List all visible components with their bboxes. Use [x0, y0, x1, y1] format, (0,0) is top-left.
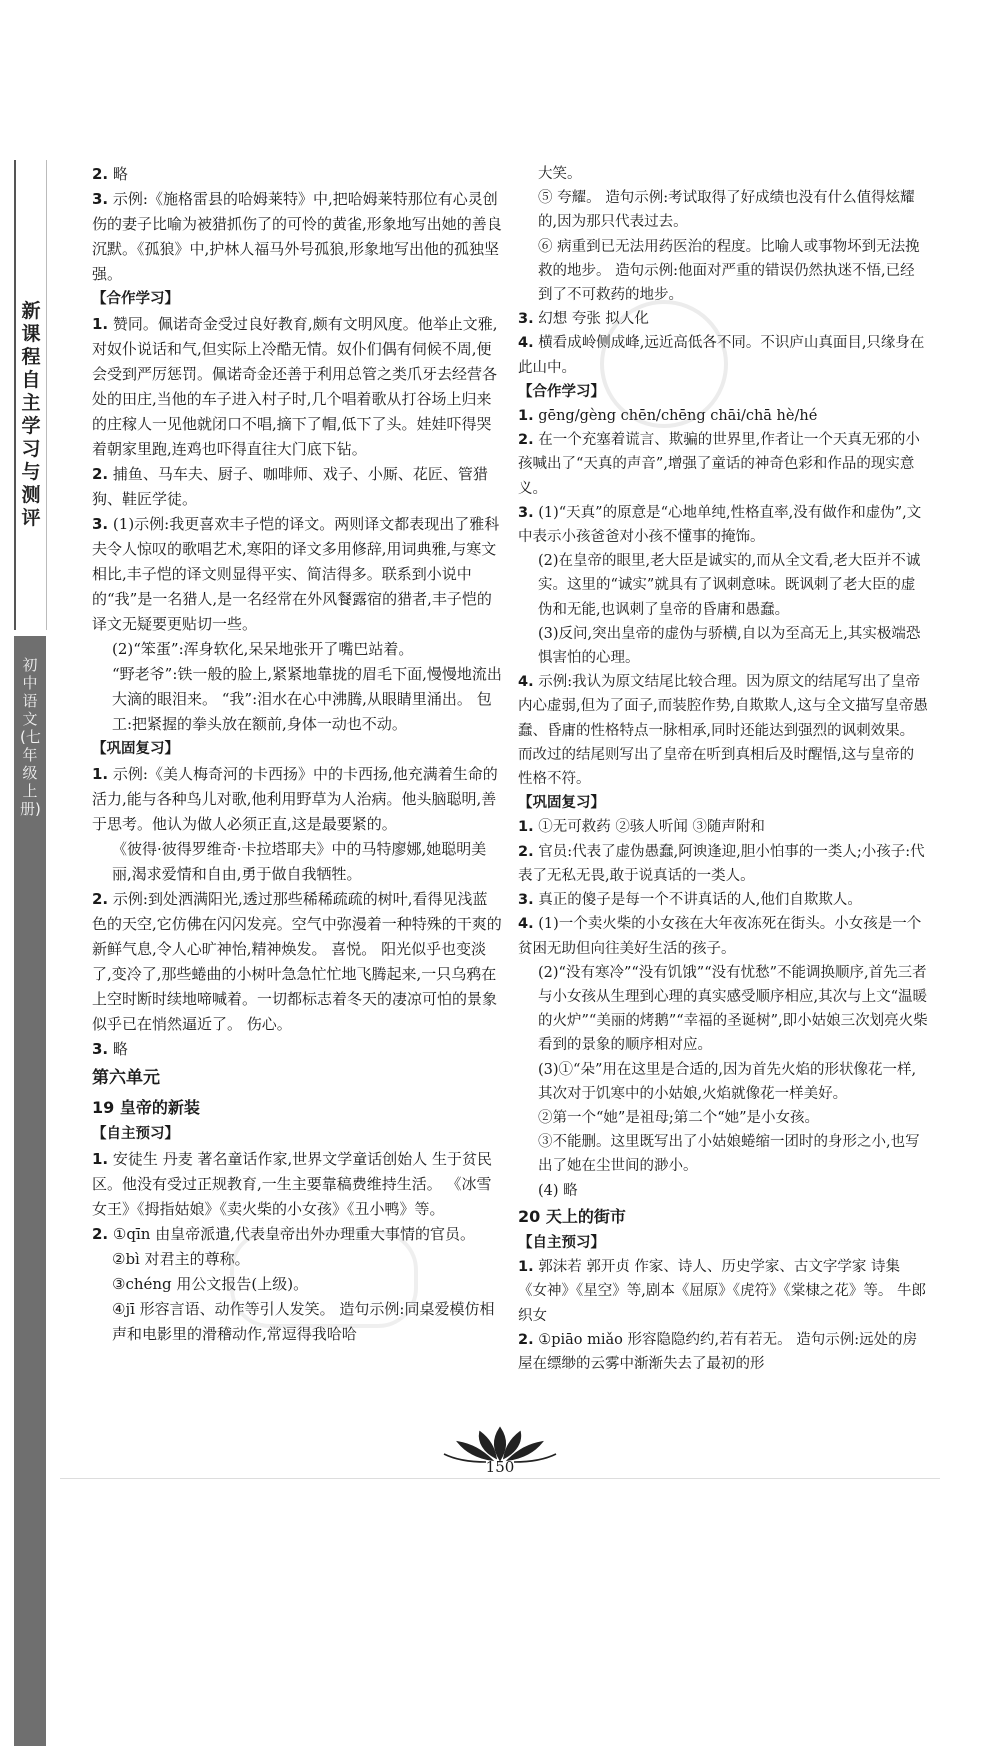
answer-item [518, 404, 928, 428]
item-text: 略 [112, 1040, 128, 1058]
item-number: 3. [92, 1040, 109, 1058]
series-title: 新课程自主学习与测评 [21, 300, 41, 529]
item-number: 2. [92, 890, 109, 908]
answer-item [518, 815, 928, 839]
answer-subitem: (2)“笨蛋”:浑身软化,呆呆地张开了嘴巴站着。 [112, 640, 414, 658]
item-number: 4. [518, 674, 534, 691]
answer-subitem: ②bì 对君主的尊称。 [112, 1250, 250, 1268]
item-number: 2. [92, 465, 109, 483]
item-number: 1. [518, 408, 534, 425]
item-text: 安徒生 丹麦 著名童话作家,世界文学童话创始人 生于贫民区。他没有受过正规教育,一生主要靠稿费维持生活。 《冰雪女王》《拇指姑娘》《卖火柴的小女孩》《丑小鸭》等。 [92, 1150, 492, 1218]
item-number: 1. [518, 1259, 534, 1276]
item-text: 示例:《美人梅奇河的卡西扬》中的卡西扬,他充满着生命的活力,能与各种鸟儿对歌,他利用野草为人治病。他头脑聪明,善于思考。他认为做人必须正直,这是最要紧的。 [92, 765, 498, 833]
answer-item [92, 762, 502, 837]
item-text: 在一个充塞着谎言、欺骗的世界里,作者让一个天真无邪的小孩喊出了“天真的声音”,增强了童话的神奇色彩和作品的现实意义。 [518, 432, 920, 497]
answer-item [92, 887, 502, 1037]
section-heading: 【巩固复习】 [92, 741, 179, 757]
item-number: 2. [92, 165, 109, 183]
item-number: 1. [92, 1150, 109, 1168]
answer-item [92, 512, 502, 637]
answer-item [92, 312, 502, 462]
answer-subitem: 大笑。 [538, 166, 582, 182]
item-text: 略 [112, 165, 128, 183]
sidebar-series-panel [14, 160, 47, 630]
item-text: 赞同。佩诺奇金受过良好教育,颇有文明风度。他举止文雅,对奴仆说话和气,但实际上冷酷无情。奴仆们偶有伺候不周,便会受到严厉惩罚。佩诺奇金还善于利用总管之类爪牙去经营各处的田庄,当他的车子进入村子时,几个唱着歌从打谷场上归来的庄稼人一见他就闭口不唱,摘下了帽,低下了头。娃娃吓得哭着朝家里跑,连鸡也吓得直往大门底下钻。 [92, 315, 498, 458]
footer-divider [60, 1478, 940, 1479]
answer-item [92, 1147, 502, 1222]
item-text: 示例:《施格雷县的哈姆莱特》中,把哈姆莱特那位有心灵创伤的妻子比喻为被猎抓伤了的可怜的黄雀,形象地写出她的善良沉默。《孤狼》中,护林人福马外号孤狼,形象地写出他的孤独坚强。 [92, 190, 502, 283]
item-number: 3. [518, 311, 534, 328]
right-column [518, 162, 928, 1376]
section-heading: 【自主预习】 [518, 1234, 605, 1251]
answer-subitem: ③不能删。这里既写出了小姑娘蜷缩一团时的身形之小,也写出了她在尘世间的渺小。 [538, 1134, 920, 1175]
answer-subitem: “野老爷”:铁一般的脸上,紧紧地靠拢的眉毛下面,慢慢地流出大滴的眼泪来。 “我”:泪水在心中沸腾,从眼睛里涌出。 包工:把紧握的拳头放在额前,身体一动也不动。 [112, 665, 502, 733]
item-text: 示例:到处洒满阳光,透过那些稀稀疏疏的树叶,看得见浅蓝色的天空,它仿佛在闪闪发亮。空气中弥漫着一种特殊的干爽的新鲜气息,令人心旷神怡,精神焕发。 喜悦。 阳光似乎也变淡了,变冷了,那些蜷曲的小树叶急急忙忙地飞腾起来,一只乌鸦在上空时断时续地啼喊着。一切都标志着冬天的凄凉可怕的景象似乎已在悄然逼近了。 伤心。 [92, 890, 502, 1033]
answer-subitem: (4) 略 [538, 1182, 578, 1199]
section-heading: 【合作学习】 [92, 291, 179, 307]
section-heading: 【自主预习】 [92, 1126, 179, 1142]
item-number: 1. [92, 315, 109, 333]
unit-heading: 第六单元 [92, 1068, 160, 1088]
item-text: ①无可救药 ②骇人听闻 ③随声附和 [538, 819, 765, 836]
answer-subitem: ⑤ 夸耀。 造句示例:考试取得了好成绩也没有什么值得炫耀的,因为那只代表过去。 [538, 190, 915, 231]
item-number: 4. [518, 916, 534, 933]
section-heading: 【巩固复习】 [518, 795, 605, 812]
item-number: 4. [518, 335, 534, 352]
item-number: 3. [518, 504, 534, 521]
item-text: ①qīn 由皇帝派遣,代表皇帝出外办理重大事情的官员。 [112, 1225, 475, 1243]
answer-item [518, 331, 928, 379]
page-number: 150 [485, 1458, 515, 1476]
item-text: (1)示例:我更喜欢丰子恺的译文。两则译文都表现出了雅科夫令人惊叹的歌唱艺术,寒阳的译文多用修辞,用词典雅,与寒文相比,丰子恺的译文则显得平实、简洁得多。联系到小说中的“我”是一名猎人,是一名经常在外风餐露宿的猎者,丰子恺的译文无疑要更贴切一些。 [92, 515, 500, 633]
answer-subitem: ⑥ 病重到已无法用药医治的程度。比喻人或事物坏到无法挽救的地步。 造句示例:他面对严重的错误仍然执迷不悟,已经到了不可救药的地步。 [538, 238, 920, 304]
item-number: 3. [518, 892, 534, 909]
answer-subitem: ④jī 形容言语、动作等引人发笑。 造句示例:同桌爱模仿相声和电影里的滑稽动作,常逗得我哈哈 [112, 1300, 495, 1343]
item-text: (1)一个卖火柴的小女孩在大年夜冻死在街头。小女孩是一个贫困无助但向往美好生活的孩子。 [518, 916, 922, 957]
answer-subitem: 《彼得·彼得罗维奇·卡拉塔耶夫》中的马特廖娜,她聪明美丽,渴求爱情和自由,勇于做自我牺牲。 [112, 840, 487, 883]
answer-subitem: (3)反问,突出皇帝的虚伪与骄横,自以为至高无上,其实极端恐惧害怕的心理。 [538, 625, 921, 667]
answer-subitem: (3)①“朵”用在这里是合适的,因为首先火焰的形状像花一样,其次对于饥寒中的小姑娘,火焰就像花一样美好。 [538, 1061, 917, 1102]
item-text: 横看成岭侧成峰,远近高低各不同。不识庐山真面目,只缘身在此山中。 [518, 335, 925, 376]
answer-subitem: (2)“没有寒冷”“没有饥饿”“没有忧愁”不能调换顺序,首先三者与小女孩从生理到心理的真实感受顺序相应,其次与上文“温暖的火炉”“美丽的烤鹅”“幸福的圣诞树”,即小姑娘三次划亮火柴看到的景象的顺序相对应。 [538, 964, 928, 1054]
answer-item [518, 307, 928, 331]
answer-item [92, 1222, 502, 1247]
answer-item [518, 428, 928, 501]
answer-item [92, 462, 502, 512]
answer-subitem: (2)在皇帝的眼里,老大臣是诚实的,而从全文看,老大臣并不诚实。这里的“诚实”就具有了讽刺意味。既讽刺了老大臣的虚伪和无能,也讽刺了皇帝的昏庸和愚蠢。 [538, 553, 921, 618]
subject-label: 初中语文(七年级上册) [20, 656, 41, 818]
sidebar-subject-panel [14, 636, 46, 1746]
item-number: 3. [92, 515, 109, 533]
item-text: 示例:我认为原文结尾比较合理。因为原文的结尾写出了皇帝内心虚弱,但为了面子,而装腔作势,自欺欺人,这与全文描写皇帝愚蠢、昏庸的性格特点一脉相承,同时还能达到强烈的讽刺效果。而改过的结尾则写出了皇帝在听到真相后及时醒悟,这与皇帝的性格不符。 [518, 674, 928, 788]
answer-item [518, 912, 928, 960]
item-text: 郭沫若 郭开贞 作家、诗人、历史学家、古文字学家 诗集《女神》《星空》等,剧本《屈原》《虎符》《棠棣之花》等。 牛郎织女 [518, 1259, 926, 1324]
lesson-heading: 19 皇帝的新装 [92, 1098, 200, 1117]
answer-item [92, 162, 502, 187]
item-number: 2. [518, 843, 534, 860]
item-number: 2. [92, 1225, 109, 1243]
section-heading: 【合作学习】 [518, 383, 605, 400]
item-text: 官员:代表了虚伪愚蠢,阿谀逢迎,胆小怕事的一类人;小孩子:代表了无私无畏,敢于说真话的一类人。 [518, 843, 925, 884]
item-text: (1)“天真”的原意是“心地单纯,性格直率,没有做作和虚伪”,文中表示小孩爸爸对小孩不懂事的掩饰。 [518, 504, 922, 546]
answer-item [518, 888, 928, 912]
answer-item [518, 1255, 928, 1328]
item-number: 1. [518, 819, 534, 836]
answer-item [518, 840, 928, 888]
item-text: ①piāo miǎo 形容隐隐约约,若有若无。 造句示例:远处的房屋在缥缈的云雾中渐渐失去了最初的形 [518, 1331, 918, 1372]
answer-item [518, 1328, 928, 1376]
left-column [92, 162, 502, 1347]
item-text: 捕鱼、马车夫、厨子、咖啡师、戏子、小厮、花匠、管猎狗、鞋匠学徒。 [92, 465, 488, 508]
answer-item [518, 670, 928, 791]
item-number: 2. [518, 432, 534, 449]
answer-subitem: ②第一个“她”是祖母;第二个“她”是小女孩。 [538, 1109, 820, 1126]
answer-item [92, 1037, 502, 1062]
item-text: 幻想 夸张 拟人化 [538, 311, 649, 328]
item-number: 1. [92, 765, 109, 783]
answer-subitem: ③chéng 用公文报告(上级)。 [112, 1275, 309, 1293]
item-number: 3. [92, 190, 109, 208]
item-text: gēng/gèng chēn/chēng chāi/chā hè/hé [538, 408, 818, 425]
lesson-heading: 20 天上的街市 [518, 1206, 626, 1226]
answer-item [92, 187, 502, 287]
item-text: 真正的傻子是每一个不讲真话的人,他们自欺欺人。 [538, 892, 862, 909]
answer-item [518, 501, 928, 549]
item-number: 2. [518, 1331, 534, 1348]
